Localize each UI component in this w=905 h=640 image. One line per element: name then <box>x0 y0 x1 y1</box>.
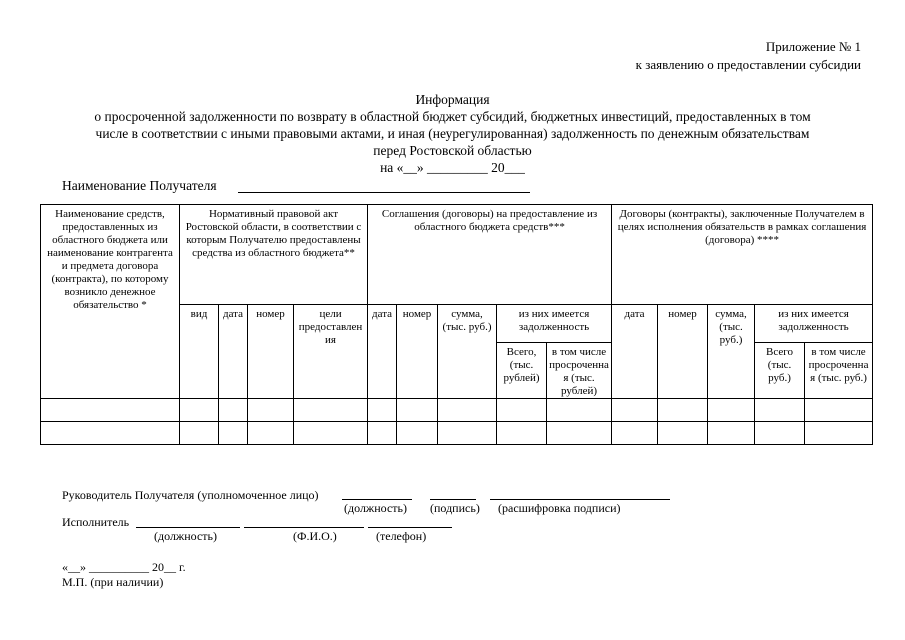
table-cell[interactable] <box>438 422 497 445</box>
document-heading: Информация <box>415 92 490 107</box>
appendix-caption: к заявлению о предоставлении субсидии <box>635 57 861 72</box>
head-signature-field[interactable] <box>430 499 476 500</box>
table-row <box>41 422 873 445</box>
head-name-decode-field[interactable] <box>490 499 670 500</box>
head-decode-caption: (расшифровка подписи) <box>498 501 621 515</box>
table-cell[interactable] <box>755 422 805 445</box>
header-act-number: номер <box>248 305 294 399</box>
table-cell[interactable] <box>41 399 180 422</box>
executor-label: Исполнитель <box>62 515 130 529</box>
table-cell[interactable] <box>805 422 873 445</box>
table-cell[interactable] <box>41 422 180 445</box>
table-cell[interactable] <box>397 399 438 422</box>
header-agr-sum: сумма, (тыс. руб.) <box>438 305 497 399</box>
header-con-sum: сумма, (тыс. руб.) <box>708 305 755 399</box>
table-cell[interactable] <box>547 399 612 422</box>
executor-name-caption: (Ф.И.О.) <box>293 529 337 543</box>
debt-table <box>40 204 873 445</box>
header-agr-total: Всего, (тыс. рублей) <box>497 343 547 399</box>
executor-name-field[interactable] <box>244 527 364 528</box>
table-cell[interactable] <box>180 422 219 445</box>
table-cell[interactable] <box>708 399 755 422</box>
header-agr-date: дата <box>368 305 397 399</box>
header-act-purpose: цели предоставления <box>294 305 368 399</box>
header-legal-act: Нормативный правовой акт Ростовской области, в соответствии с которым Получателю предоставлены средства из областного бюджета** <box>180 205 368 305</box>
head-signature-caption: (подпись) <box>430 501 480 515</box>
header-contracts: Договоры (контракты), заключенные Получателем в целях исполнения обязательств в рамках соглашения (договора) **** <box>612 205 873 305</box>
header-agr-debt: из них имеется задолженность <box>497 305 612 343</box>
table-cell[interactable] <box>547 422 612 445</box>
table-cell[interactable] <box>248 399 294 422</box>
document-date-line: на «__» _________ 20___ <box>380 160 525 175</box>
header-agreements: Соглашения (договоры) на предоставление из областного бюджета средств*** <box>368 205 612 305</box>
recipient-label: Наименование Получателя <box>62 178 217 193</box>
table-cell[interactable] <box>497 422 547 445</box>
table-cell[interactable] <box>658 399 708 422</box>
table-row <box>41 399 873 422</box>
table-cell[interactable] <box>755 399 805 422</box>
table-cell[interactable] <box>294 422 368 445</box>
head-signature-label: Руководитель Получателя (уполномоченное лицо) <box>62 488 319 502</box>
table-cell[interactable] <box>219 422 248 445</box>
stamp-label: М.П. (при наличии) <box>62 575 164 589</box>
executor-position-caption: (должность) <box>154 529 217 543</box>
document-title-line-3: перед Ростовской областью <box>373 143 532 158</box>
table-cell[interactable] <box>708 422 755 445</box>
table-cell[interactable] <box>219 399 248 422</box>
table-cell[interactable] <box>612 422 658 445</box>
header-con-date: дата <box>612 305 658 399</box>
executor-position-field[interactable] <box>136 527 240 528</box>
table-cell[interactable] <box>248 422 294 445</box>
table-cell[interactable] <box>438 399 497 422</box>
header-agr-number: номер <box>397 305 438 399</box>
signature-date-line: «__» __________ 20__ г. <box>62 560 186 574</box>
head-position-field[interactable] <box>342 499 412 500</box>
head-position-caption: (должность) <box>344 501 407 515</box>
table-cell[interactable] <box>805 399 873 422</box>
table-cell[interactable] <box>294 399 368 422</box>
header-act-date: дата <box>219 305 248 399</box>
table-cell[interactable] <box>368 422 397 445</box>
header-con-debt: из них имеется задолженность <box>755 305 873 343</box>
table-cell[interactable] <box>497 399 547 422</box>
table-cell[interactable] <box>612 399 658 422</box>
header-source: Наименование средств, предоставленных из областного бюджета или наименование контрагента и предмета договора (контракта), по которому возникло денежное обязательство * <box>41 205 180 399</box>
document-title-line-2: числе в соответствии с иными правовыми актами, и иная (неурегулированная) задолженность по денежным обязательствам <box>95 126 810 141</box>
executor-phone-field[interactable] <box>368 527 452 528</box>
header-act-type: вид <box>180 305 219 399</box>
executor-phone-caption: (телефон) <box>376 529 427 543</box>
header-agr-overdue: в том числе просроченная (тыс. рублей) <box>547 343 612 399</box>
table-cell[interactable] <box>180 399 219 422</box>
table-cell[interactable] <box>397 422 438 445</box>
document-title-line-1: о просроченной задолженности по возврату в областной бюджет субсидий, бюджетных инвестиций, предоставленных в том <box>94 109 811 124</box>
table-cell[interactable] <box>658 422 708 445</box>
appendix-number: Приложение № 1 <box>765 39 861 54</box>
header-con-number: номер <box>658 305 708 399</box>
header-con-overdue: в том числе просроченная (тыс. руб.) <box>805 343 873 399</box>
recipient-name-field[interactable] <box>238 192 530 193</box>
header-con-total: Всего (тыс. руб.) <box>755 343 805 399</box>
table-cell[interactable] <box>368 399 397 422</box>
